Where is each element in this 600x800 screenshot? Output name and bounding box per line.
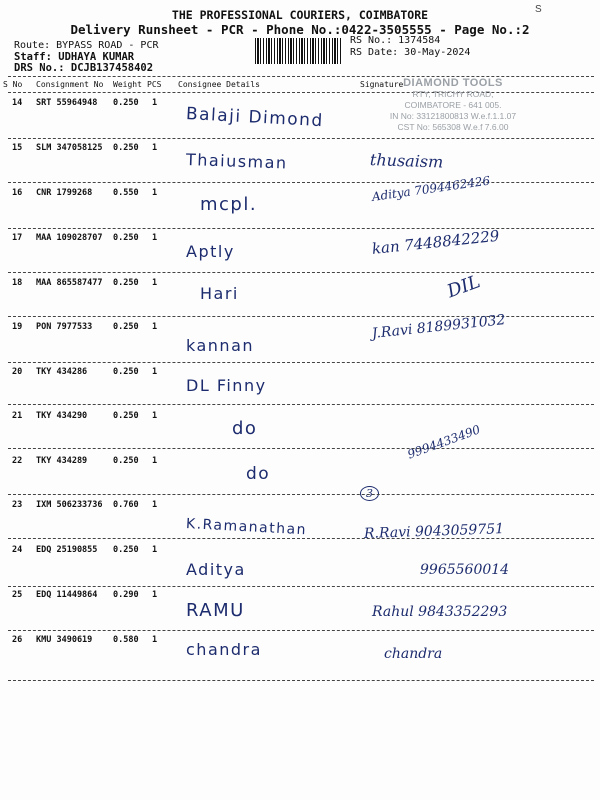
row-divider xyxy=(8,404,594,405)
row-sno: 14 xyxy=(12,98,23,108)
row-divider xyxy=(8,630,594,631)
row-consignment: TKY 434289 xyxy=(36,456,88,466)
drs-number: DRS No.: DCJB137458402 xyxy=(14,62,154,74)
row-pcs: 1 xyxy=(152,367,158,377)
col-sno-header: S No xyxy=(3,80,23,89)
row-consignment: PON 7977533 xyxy=(36,322,93,332)
row-divider xyxy=(8,494,594,495)
row-consignee-handwritten: RAMU xyxy=(186,600,245,621)
company-stamp xyxy=(368,78,538,133)
row-consignment: KMU 3490619 xyxy=(36,635,93,645)
row-signature-handwritten: thusaism xyxy=(369,150,444,172)
row-sno: 16 xyxy=(12,188,23,198)
row-signature-handwritten: 9965560014 xyxy=(420,562,510,578)
stamp-line: RTY, TRICHY ROAD, xyxy=(412,89,494,99)
row-weight: 0.250 xyxy=(113,278,139,288)
row-consignment: EDQ 11449864 xyxy=(36,590,98,600)
row-sno: 26 xyxy=(12,635,23,645)
row-pcs: 1 xyxy=(152,635,158,645)
rs-number: RS No.: 1374584 xyxy=(350,35,441,46)
row-signature-handwritten: chandra xyxy=(384,646,443,662)
row-consignee-handwritten: kannan xyxy=(186,336,255,355)
row-consignee-handwritten: Aditya xyxy=(186,560,246,579)
route-text: Route: BYPASS ROAD - PCR xyxy=(14,40,159,51)
row-sno: 15 xyxy=(12,143,23,153)
row-signature-handwritten: J.Ravi 8189931032 xyxy=(371,312,507,342)
row-weight: 0.580 xyxy=(113,635,139,645)
row-weight: 0.250 xyxy=(113,233,139,243)
company-title: THE PROFESSIONAL COURIERS, COIMBATORE xyxy=(171,8,429,22)
stamp-line: COIMBATORE - 641 005. xyxy=(404,100,502,110)
row-consignee-handwritten: do xyxy=(232,418,258,439)
row-signature-handwritten: R.Ravi 9043059751 xyxy=(363,521,505,542)
row-pcs: 1 xyxy=(152,500,158,510)
row-weight: 0.250 xyxy=(113,545,139,555)
col-weight-header: Weight xyxy=(113,80,142,89)
col-pcs-header: PCS xyxy=(147,80,162,89)
row-weight: 0.250 xyxy=(113,98,139,108)
row-signature-handwritten: Aditya 7094462426 xyxy=(371,173,491,204)
row-consignment: MAA 109028707 xyxy=(36,233,103,243)
row-consignee-handwritten: K.Ramanathan xyxy=(185,516,308,539)
row-weight: 0.760 xyxy=(113,500,139,510)
row-pcs: 1 xyxy=(152,545,158,555)
row-pcs: 1 xyxy=(152,233,158,243)
row-consignment: SRT 55964948 xyxy=(36,98,98,108)
row-divider xyxy=(8,316,594,317)
row-divider xyxy=(8,538,594,539)
row-sno: 19 xyxy=(12,322,23,332)
staff-text: Staff: UDHAYA KUMAR xyxy=(14,51,135,63)
row-consignee-handwritten: do xyxy=(246,464,271,484)
row-consignee-handwritten: Thaiusman xyxy=(185,150,288,173)
row-pcs: 1 xyxy=(152,188,158,198)
circled-three-annotation: 3 xyxy=(360,486,379,501)
stamp-name: DIAMOND TOOLS xyxy=(403,77,503,89)
row-weight: 0.550 xyxy=(113,188,139,198)
row-consignment: TKY 434286 xyxy=(36,367,88,377)
row-consignment: MAA 865587477 xyxy=(36,278,103,288)
row-consignee-handwritten: Hari xyxy=(200,284,239,303)
row-weight: 0.290 xyxy=(113,590,139,600)
row-consignment: EDQ 25190855 xyxy=(36,545,98,555)
row-sno: 22 xyxy=(12,456,23,466)
row-consignee-handwritten: DL Finny xyxy=(186,376,267,395)
row-weight: 0.250 xyxy=(113,322,139,332)
row-pcs: 1 xyxy=(152,98,158,108)
runsheet-title: Delivery Runsheet - PCR - Phone No.:0422-3505555 - Page No.:2 xyxy=(70,22,530,37)
col-consignment-header: Consignment No xyxy=(36,80,104,89)
row-divider xyxy=(8,182,594,183)
row-signature-handwritten: 9994433490 xyxy=(405,422,483,462)
row-consignment: SLM 347058125 xyxy=(36,143,103,153)
col-signature-header: Signature xyxy=(360,80,404,89)
corner-mark: S xyxy=(535,4,542,15)
row-sno: 24 xyxy=(12,545,23,555)
row-divider xyxy=(8,680,594,681)
row-signature-handwritten: kan 7448842229 xyxy=(371,226,501,258)
row-weight: 0.250 xyxy=(113,367,139,377)
rs-date: RS Date: 30-May-2024 xyxy=(350,47,471,58)
col-consignee-header: Consignee Details xyxy=(178,80,260,89)
row-pcs: 1 xyxy=(152,322,158,332)
row-consignee-handwritten: chandra xyxy=(186,640,262,659)
row-divider xyxy=(8,138,594,139)
row-weight: 0.250 xyxy=(113,411,139,421)
row-sno: 21 xyxy=(12,411,23,421)
stamp-line: IN No: 33121800813 W.e.f.1.1.07 xyxy=(389,111,517,121)
row-consignment: CNR 1799268 xyxy=(36,188,93,198)
row-signature-handwritten: Rahul 9843352293 xyxy=(372,604,508,620)
row-consignment: IXM 506233736 xyxy=(36,500,103,510)
row-consignee-handwritten: mcpl. xyxy=(200,194,258,215)
barcode-image xyxy=(255,38,343,64)
dl-annotation: DIL xyxy=(444,271,484,303)
row-divider xyxy=(8,228,594,229)
row-pcs: 1 xyxy=(152,456,158,466)
row-divider xyxy=(8,448,594,449)
row-sno: 20 xyxy=(12,367,23,377)
row-sno: 23 xyxy=(12,500,23,510)
row-divider xyxy=(8,586,594,587)
row-pcs: 1 xyxy=(152,143,158,153)
row-consignee-handwritten: Balaji Dimond xyxy=(185,104,325,132)
row-weight: 0.250 xyxy=(113,143,139,153)
row-sno: 17 xyxy=(12,233,23,243)
row-pcs: 1 xyxy=(152,278,158,288)
header-divider-top xyxy=(8,76,594,77)
stamp-line: CST No: 565308 W.e.f 7.6.00 xyxy=(397,122,509,132)
row-divider xyxy=(8,362,594,363)
row-weight: 0.250 xyxy=(113,456,139,466)
row-divider xyxy=(8,272,594,273)
row-consignment: TKY 434290 xyxy=(36,411,88,421)
row-pcs: 1 xyxy=(152,590,158,600)
row-pcs: 1 xyxy=(152,411,158,421)
row-sno: 18 xyxy=(12,278,23,288)
row-consignee-handwritten: Aptly xyxy=(186,242,235,261)
row-sno: 25 xyxy=(12,590,23,600)
